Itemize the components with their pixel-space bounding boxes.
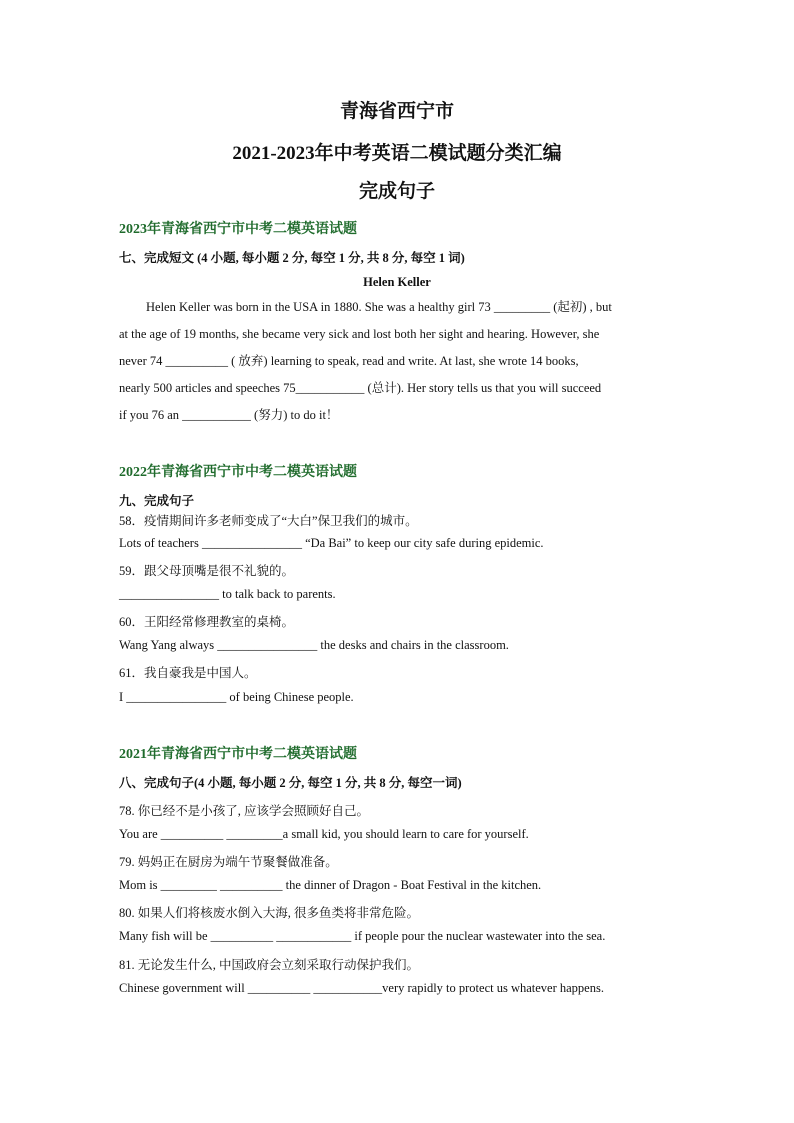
passage-line: at the age of 19 months, she became very sick and lost both her sight and hearing. However, she xyxy=(119,327,600,341)
question-line: 80. 如果人们将核废水倒入大海, 很多鱼类将非常危险。 xyxy=(119,906,420,920)
passage-line: never 74 __________ ( 放弃) learning to speak, read and write. At last, she wrote 14 books, xyxy=(119,354,579,368)
doc-title-main: 2021-2023年中考英语二模试题分类汇编 xyxy=(232,143,562,164)
section-heading-2021: 2021年青海省西宁市中考二模英语试题 xyxy=(119,747,357,762)
question-line: 81. 无论发生什么, 中国政府会立刻采取行动保护我们。 xyxy=(119,958,420,972)
passage-line: Helen Keller was born in the USA in 1880. She was a healthy girl 73 _________ (起初) , but xyxy=(146,300,612,314)
question-line: Mom is _________ __________ the dinner of Dragon - Boat Festival in the kitchen. xyxy=(119,878,542,892)
passage-title: Helen Keller xyxy=(363,275,431,289)
question-line: 60．王阳经常修理教室的桌椅。 xyxy=(119,615,295,629)
question-line: 58．疫情期间许多老师变成了“大白”保卫我们的城市。 xyxy=(119,514,418,528)
section-heading-2023: 2023年青海省西宁市中考二模英语试题 xyxy=(119,222,357,237)
passage-text xyxy=(119,294,675,429)
section-instruction-2023: 七、完成短文 (4 小题, 每小题 2 分, 每空 1 分, 共 8 分, 每空 1 词) xyxy=(119,251,465,265)
section-instruction-2021: 八、完成句子(4 小题, 每小题 2 分, 每空 1 分, 共 8 分, 每空一词) xyxy=(119,776,462,790)
question-line: Many fish will be __________ ____________ if people pour the nuclear wastewater into the sea. xyxy=(119,929,606,943)
question-line: Wang Yang always ________________ the desks and chairs in the classroom. xyxy=(119,638,509,652)
question-line: Lots of teachers ________________ “Da Bai” to keep our city safe during epidemic. xyxy=(119,536,544,550)
question-line: ________________ to talk back to parents. xyxy=(119,587,336,601)
doc-title-topic: 完成句子 xyxy=(358,181,435,202)
question-line: 79. 妈妈正在厨房为端午节聚餐做准备。 xyxy=(119,855,338,869)
section-instruction-2022: 九、完成句子 xyxy=(119,494,195,508)
passage-line: nearly 500 articles and speeches 75___________ (总计). Her story tells us that you will succeed xyxy=(119,381,602,395)
question-line: 59．跟父母顶嘴是很不礼貌的。 xyxy=(119,564,295,578)
question-line: Chinese government will __________ ___________very rapidly to protect us whatever happens. xyxy=(119,981,604,995)
passage-line: if you 76 an ___________ (努力) to do it！ xyxy=(119,408,339,422)
question-line: 61．我自豪我是中国人。 xyxy=(119,666,257,680)
question-line: You are __________ _________a small kid, you should learn to care for yourself. xyxy=(119,827,529,841)
question-line: I ________________ of being Chinese people. xyxy=(119,690,354,704)
question-line: 78. 你已经不是小孩了, 应该学会照顾好自己。 xyxy=(119,804,370,818)
doc-title-region: 青海省西宁市 xyxy=(339,101,454,122)
section-heading-2022: 2022年青海省西宁市中考二模英语试题 xyxy=(119,465,357,480)
